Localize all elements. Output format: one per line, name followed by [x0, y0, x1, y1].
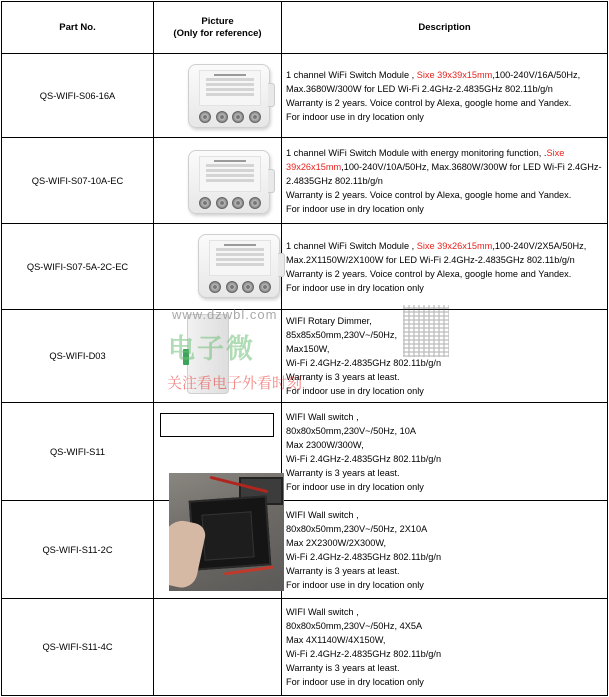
description-line [286, 466, 605, 480]
description-cell [282, 403, 608, 501]
description-line [286, 82, 605, 96]
description-cell [282, 224, 608, 310]
description-cell [282, 138, 608, 224]
description-text: 85x85x50mm,230V~/50Hz, [286, 330, 398, 340]
description-text: 80x80x50mm,230V~/50Hz, 2X10A [286, 523, 428, 534]
description-line [286, 438, 605, 452]
image-placeholder-frame [160, 413, 274, 437]
part-number: QS-WIFI-S11 [2, 403, 154, 501]
watermark-follow-text: 关注看电子外看时刻 [167, 375, 303, 392]
description-text: 80x80x50mm,230V~/50Hz, 10A [286, 425, 416, 436]
description-text: WIFI Wall switch , [286, 509, 359, 520]
description-text: 2.4835GHz 802.11b/g/n [286, 175, 383, 186]
size-highlight: 39x26x15mm [286, 161, 342, 172]
description-line [286, 356, 605, 370]
size-highlight: Sixe [546, 147, 565, 158]
description-text: Max 4X1140W/4X150W, [286, 635, 386, 645]
description-line [286, 281, 605, 295]
table-row [2, 54, 608, 138]
description-line [286, 253, 605, 267]
description-text: Warranty is 3 years at least. [286, 663, 400, 673]
description-text: Wi-Fi 2.4GHz-2.4835GHz 802.11b/g/n [286, 649, 442, 659]
part-number: QS-WIFI-D03 [2, 310, 154, 403]
part-number: QS-WIFI-S07-5A-2C-EC [2, 224, 154, 310]
header-picture-note: (Only for reference) [173, 27, 262, 39]
product-table [1, 1, 608, 696]
description-text: ,100-240V/10A/50Hz, Max.3680W/300W for LED Wi-Fi 2.4GHz- [341, 161, 602, 172]
description-text: Warranty is 3 years at least. [286, 565, 400, 576]
description-line [286, 605, 605, 619]
description-line [286, 675, 605, 689]
switch-module-image [188, 150, 270, 214]
description-text: Warranty is 2 years. Voice control by Alexa, google home and Yandex. [286, 189, 572, 200]
description-text: Warranty is 2 years. Voice control by Alexa, google home and Yandex. [286, 268, 572, 279]
description-line [286, 68, 605, 82]
description-text: For indoor use in dry location only [286, 579, 424, 590]
description-line [286, 174, 605, 188]
description-line [286, 160, 605, 174]
description-line [286, 550, 605, 564]
watermark-brand: 电子微 [168, 334, 255, 364]
description-cell [282, 54, 608, 138]
wall-switch-photo [169, 473, 284, 591]
description-text: Warranty is 3 years at least. [286, 467, 400, 478]
description-line [286, 202, 605, 216]
part-number: QS-WIFI-S11-2C [2, 501, 154, 599]
table-row [2, 501, 608, 599]
description-text: 1 channel WiFi Switch Module , [286, 69, 417, 80]
header-picture [154, 2, 282, 54]
part-number: QS-WIFI-S11-4C [2, 599, 154, 696]
header-part-no: Part No. [2, 2, 154, 54]
part-number: QS-WIFI-S07-10A-EC [2, 138, 154, 224]
watermark-qr-code [403, 305, 449, 357]
description-text: WIFI Wall switch , [286, 607, 359, 617]
product-picture [154, 138, 282, 224]
description-text: 80x80x50mm,230V~/50Hz, 4X5A [286, 621, 423, 631]
description-text: Max.2X1150W/2X100W for LED Wi-Fi 2.4GHz-2.4835GHz 802.11b/g/n [286, 254, 575, 265]
switch-module-image [188, 64, 270, 128]
description-line [286, 633, 605, 647]
description-line [286, 480, 605, 494]
part-number: QS-WIFI-S06-16A [2, 54, 154, 138]
description-text: 1 channel WiFi Switch Module , [286, 240, 417, 251]
description-text: For indoor use in dry location only [286, 386, 424, 396]
description-text: For indoor use in dry location only [286, 282, 424, 293]
description-line [286, 647, 605, 661]
header-description: Description [282, 2, 608, 54]
description-text: Wi-Fi 2.4GHz-2.4835GHz 802.11b/g/n [286, 358, 442, 368]
description-line [286, 564, 605, 578]
description-text: Wi-Fi 2.4GHz-2.4835GHz 802.11b/g/n [286, 453, 442, 464]
description-text: Max 2X2300W/2X300W, [286, 537, 387, 548]
header-row [2, 2, 608, 54]
description-line [286, 410, 605, 424]
table-row [2, 138, 608, 224]
table-row [2, 599, 608, 696]
description-line [286, 452, 605, 466]
description-line [286, 370, 605, 384]
description-line [286, 96, 605, 110]
header-picture-title: Picture [201, 15, 234, 27]
description-line [286, 110, 605, 124]
size-highlight: Sixe 39x26x15mm [416, 240, 493, 251]
description-text: For indoor use in dry location only [286, 481, 424, 492]
description-text: For indoor use in dry location only [286, 677, 424, 687]
description-cell [282, 501, 608, 599]
description-line [286, 384, 605, 398]
description-line [286, 536, 605, 550]
description-line [286, 267, 605, 281]
description-cell [282, 599, 608, 696]
description-line [286, 619, 605, 633]
switch-module-image [198, 234, 280, 298]
description-text: For indoor use in dry location only [286, 203, 424, 214]
description-text: 1 channel WiFi Switch Module with energy monitoring function, . [286, 147, 547, 158]
description-text: Max150W, [286, 344, 330, 354]
size-highlight: Sixe 39x39x15mm [416, 69, 493, 80]
description-text: ,100-240V/2X5A/50Hz, [492, 240, 587, 251]
table-row [2, 310, 608, 403]
description-text: WIFI Rotary Dimmer, [286, 316, 372, 326]
product-picture [154, 54, 282, 138]
description-line [286, 146, 605, 160]
table-row [2, 224, 608, 310]
description-text: Warranty is 3 years at least. [286, 372, 400, 382]
description-line [286, 188, 605, 202]
watermark-url: www.dzwbl.com [172, 307, 278, 322]
description-text: WIFI Wall switch , [286, 411, 359, 422]
description-line [286, 508, 605, 522]
description-text: Wi-Fi 2.4GHz-2.4835GHz 802.11b/g/n [286, 551, 442, 562]
description-line [286, 424, 605, 438]
description-line [286, 661, 605, 675]
description-line [286, 578, 605, 592]
table-row [2, 403, 608, 501]
description-text: Max.3680W/300W for LED Wi-Fi 2.4GHz-2.4835GHz 802.11b/g/n [286, 83, 553, 94]
product-picture [154, 224, 282, 310]
description-text: Warranty is 2 years. Voice control by Alexa, google home and Yandex. [286, 97, 572, 108]
description-text: Max 2300W/300W, [286, 439, 364, 450]
description-text: For indoor use in dry location only [286, 111, 424, 122]
product-picture [154, 599, 282, 696]
description-line [286, 239, 605, 253]
description-text: ,100-240V/16A/50Hz, [492, 69, 581, 80]
description-line [286, 522, 605, 536]
